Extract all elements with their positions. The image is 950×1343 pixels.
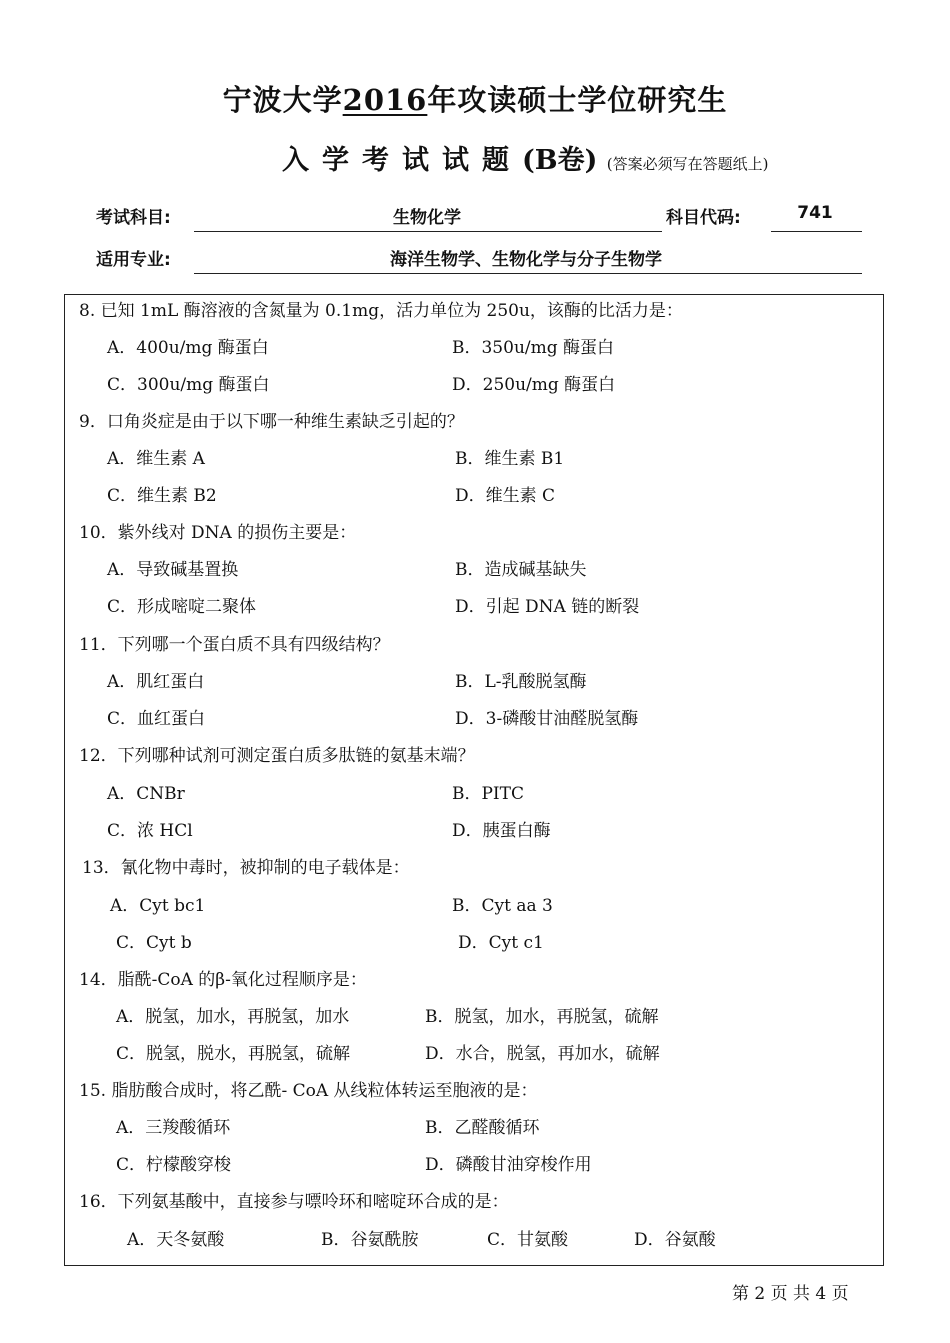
q12-option-a: A．CNBr	[107, 784, 185, 804]
title-year: 2016	[342, 83, 428, 117]
q11-option-d: D．3-磷酸甘油醛脱氢酶	[455, 709, 639, 729]
q16-option-b: B．谷氨酰胺	[321, 1230, 419, 1250]
q10-option-b: B．造成碱基缺失	[455, 560, 587, 580]
q9-option-c: C．维生素 B2	[107, 486, 217, 506]
q8-option-c: C．300u/mg 酶蛋白	[107, 375, 270, 395]
q14-option-c: C．脱氢，脱水，再脱氢，硫解	[116, 1044, 351, 1064]
q13-option-d: D．Cyt c1	[458, 933, 544, 953]
subject-value: 生物化学	[393, 208, 461, 228]
q10-option-c: C．形成嘧啶二聚体	[107, 597, 257, 617]
question-13: 13．氰化物中毒时，被抑制的电子载体是：	[82, 858, 410, 878]
question-8: 8. 已知 1mL 酶溶液的含氮量为 0.1mg，活力单位为 250u，该酶的比活力是：	[79, 301, 683, 321]
q13-option-a: A．Cyt bc1	[110, 896, 206, 916]
q14-option-d: D．水合，脱氢，再加水，硫解	[425, 1044, 660, 1064]
title-rest: 年攻读硕士学位研究生	[427, 83, 728, 117]
q16-option-c: C．甘氨酸	[487, 1230, 569, 1250]
q10-option-d: D．引起 DNA 链的断裂	[455, 597, 640, 617]
major-value: 海洋生物学、生物化学与分子生物学	[390, 250, 662, 270]
q15-option-d: D．磷酸甘油穿梭作用	[425, 1155, 592, 1175]
q12-option-b: B．PITC	[452, 784, 524, 804]
code-value: 741	[797, 203, 833, 223]
q8-option-a: A．400u/mg 酶蛋白	[107, 338, 269, 358]
q16-option-a: A．天冬氨酸	[127, 1230, 225, 1250]
title-university: 宁波大学	[222, 83, 343, 117]
q8-option-d: D．250u/mg 酶蛋白	[452, 375, 616, 395]
question-11: 11．下列哪一个蛋白质不具有四级结构？	[79, 635, 390, 655]
exam-title	[0, 78, 950, 119]
page-number: 第 2 页 共 4 页	[732, 1284, 849, 1304]
question-12: 12．下列哪种试剂可测定蛋白质多肽链的氨基末端？	[79, 746, 475, 766]
question-15: 15. 脂肪酸合成时，将乙酰- CoA 从线粒体转运至胞液的是：	[79, 1081, 538, 1101]
q14-option-b: B．脱氢，加水，再脱氢，硫解	[425, 1007, 659, 1027]
major-label: 适用专业:	[96, 250, 171, 270]
subtitle-text: 入学考试试题	[282, 145, 522, 176]
q13-option-c: C．Cyt b	[116, 933, 192, 953]
q15-option-c: C．柠檬酸穿梭	[116, 1155, 232, 1175]
question-10: 10．紫外线对 DNA 的损伤主要是：	[79, 523, 357, 543]
q9-option-b: B．维生素 B1	[455, 449, 565, 469]
answer-note: (答案必须写在答题纸上)	[606, 155, 769, 173]
subject-label: 考试科目:	[96, 208, 171, 228]
major-underline	[194, 273, 862, 274]
code-underline	[771, 231, 862, 232]
q11-option-c: C．血红蛋白	[107, 709, 206, 729]
q9-option-d: D．维生素 C	[455, 486, 556, 506]
question-9: 9．口角炎症是由于以下哪一种维生素缺乏引起的？	[79, 412, 464, 432]
q11-option-a: A．肌红蛋白	[107, 672, 205, 692]
q13-option-b: B．Cyt aa 3	[452, 896, 553, 916]
q11-option-b: B．L-乳酸脱氢酶	[455, 672, 587, 692]
exam-subtitle	[282, 138, 769, 177]
q12-option-d: D．胰蛋白酶	[452, 821, 551, 841]
question-16: 16．下列氨基酸中，直接参与嘌呤环和嘧啶环合成的是：	[79, 1192, 509, 1212]
question-14: 14．脂酰-CoA 的β-氧化过程顺序是：	[79, 970, 367, 990]
q10-option-a: A．导致碱基置换	[107, 560, 239, 580]
q16-option-d: D．谷氨酸	[634, 1230, 716, 1250]
q14-option-a: A．脱氢，加水，再脱氢，加水	[116, 1007, 350, 1027]
subject-underline	[194, 231, 662, 232]
q9-option-a: A．维生素 A	[107, 449, 205, 469]
paper-type: (B卷)	[522, 145, 598, 176]
q8-option-b: B．350u/mg 酶蛋白	[452, 338, 615, 358]
q15-option-a: A．三羧酸循环	[116, 1118, 231, 1138]
q12-option-c: C．浓 HCl	[107, 821, 193, 841]
code-label: 科目代码:	[666, 208, 741, 228]
q15-option-b: B．乙醛酸循环	[425, 1118, 540, 1138]
